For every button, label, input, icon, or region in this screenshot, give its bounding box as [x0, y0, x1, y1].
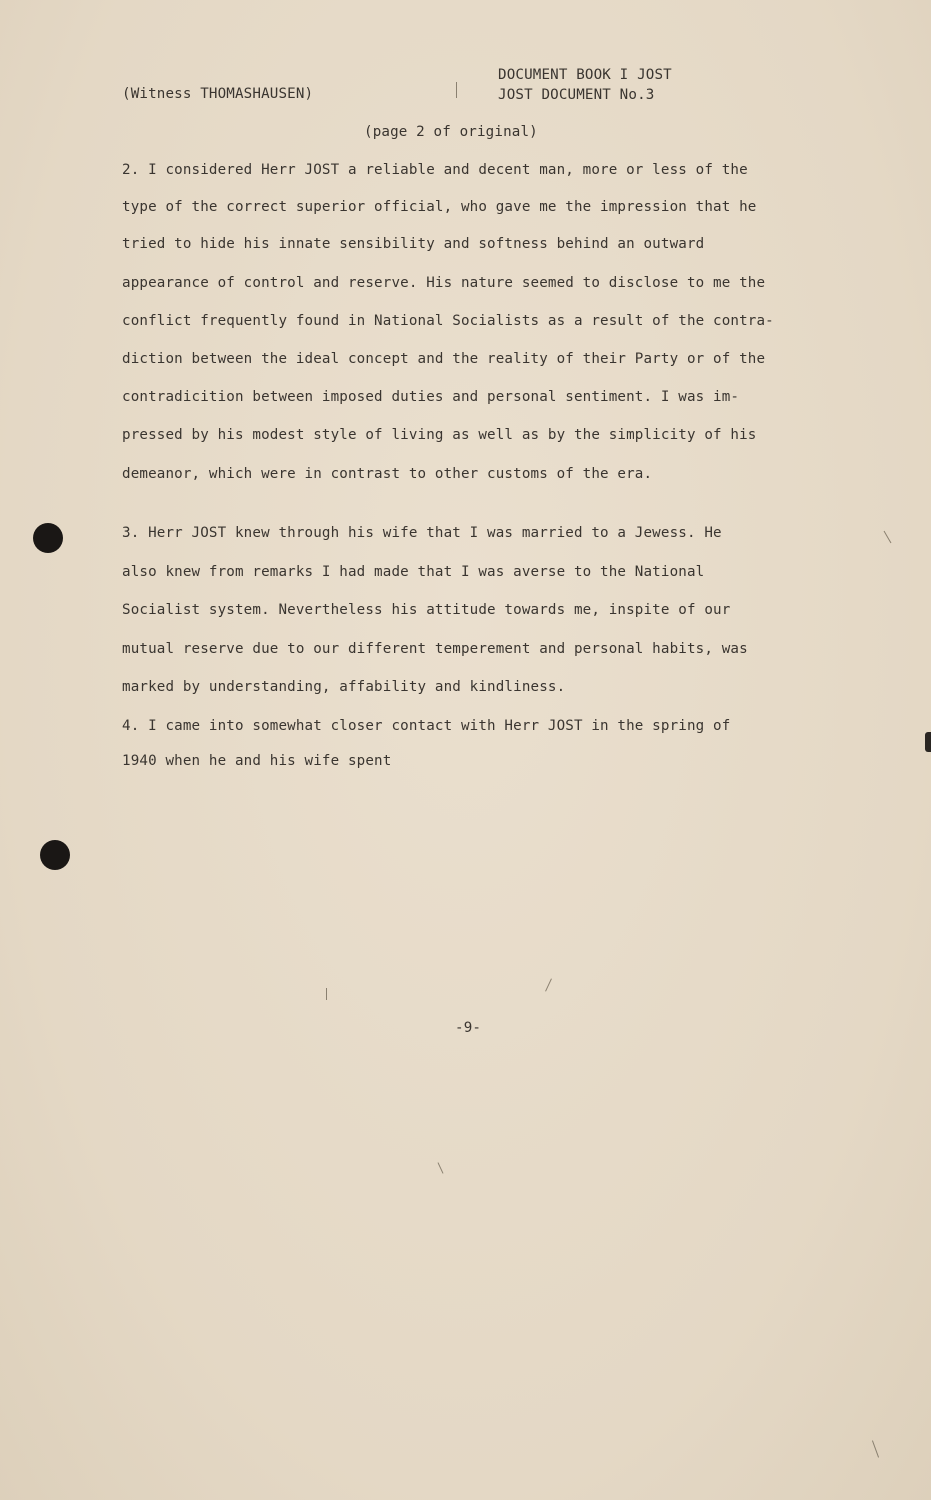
document-number-label: JOST DOCUMENT No.3	[498, 87, 655, 103]
text-line: tried to hide his innate sensibility and softness behind an outward	[122, 236, 705, 252]
stray-mark	[456, 82, 457, 98]
text-line: appearance of control and reserve. His nature seemed to disclose to me the	[122, 275, 766, 291]
text-line: marked by understanding, affability and kindliness.	[122, 679, 566, 695]
text-line: 4. I came into somewhat closer contact with Herr JOST in the spring of	[122, 718, 731, 734]
document-book-label: DOCUMENT BOOK I JOST	[498, 67, 672, 83]
stray-mark	[545, 978, 552, 991]
text-line: 1940 when he and his wife spent	[122, 753, 392, 769]
stray-mark	[326, 988, 327, 1000]
stray-mark	[872, 1440, 879, 1457]
punch-hole-upper	[33, 523, 63, 553]
edge-mark-right	[925, 732, 931, 752]
text-line: type of the correct superior official, who gave me the impression that he	[122, 199, 757, 215]
text-line: Socialist system. Nevertheless his attitude towards me, inspite of our	[122, 602, 731, 618]
witness-label: (Witness THOMASHAUSEN)	[122, 86, 314, 102]
stray-mark	[884, 531, 892, 544]
text-line: 3. Herr JOST knew through his wife that I was married to a Jewess. He	[122, 525, 722, 541]
page-note: (page 2 of original)	[364, 124, 538, 140]
text-line: contradicition between imposed duties and personal sentiment. I was im-	[122, 389, 740, 405]
text-line: 2. I considered Herr JOST a reliable and decent man, more or less of the	[122, 162, 748, 178]
text-line: mutual reserve due to our different temperement and personal habits, was	[122, 641, 748, 657]
text-line: diction between the ideal concept and the reality of their Party or of the	[122, 351, 766, 367]
text-line: demeanor, which were in contrast to other customs of the era.	[122, 466, 653, 482]
text-line: pressed by his modest style of living as well as by the simplicity of his	[122, 427, 757, 443]
punch-hole-lower	[40, 840, 70, 870]
text-line: conflict frequently found in National Socialists as a result of the contra-	[122, 313, 774, 329]
stray-mark	[438, 1162, 444, 1173]
text-line: also knew from remarks I had made that I was averse to the National	[122, 564, 705, 580]
page-number: -9-	[455, 1020, 482, 1036]
